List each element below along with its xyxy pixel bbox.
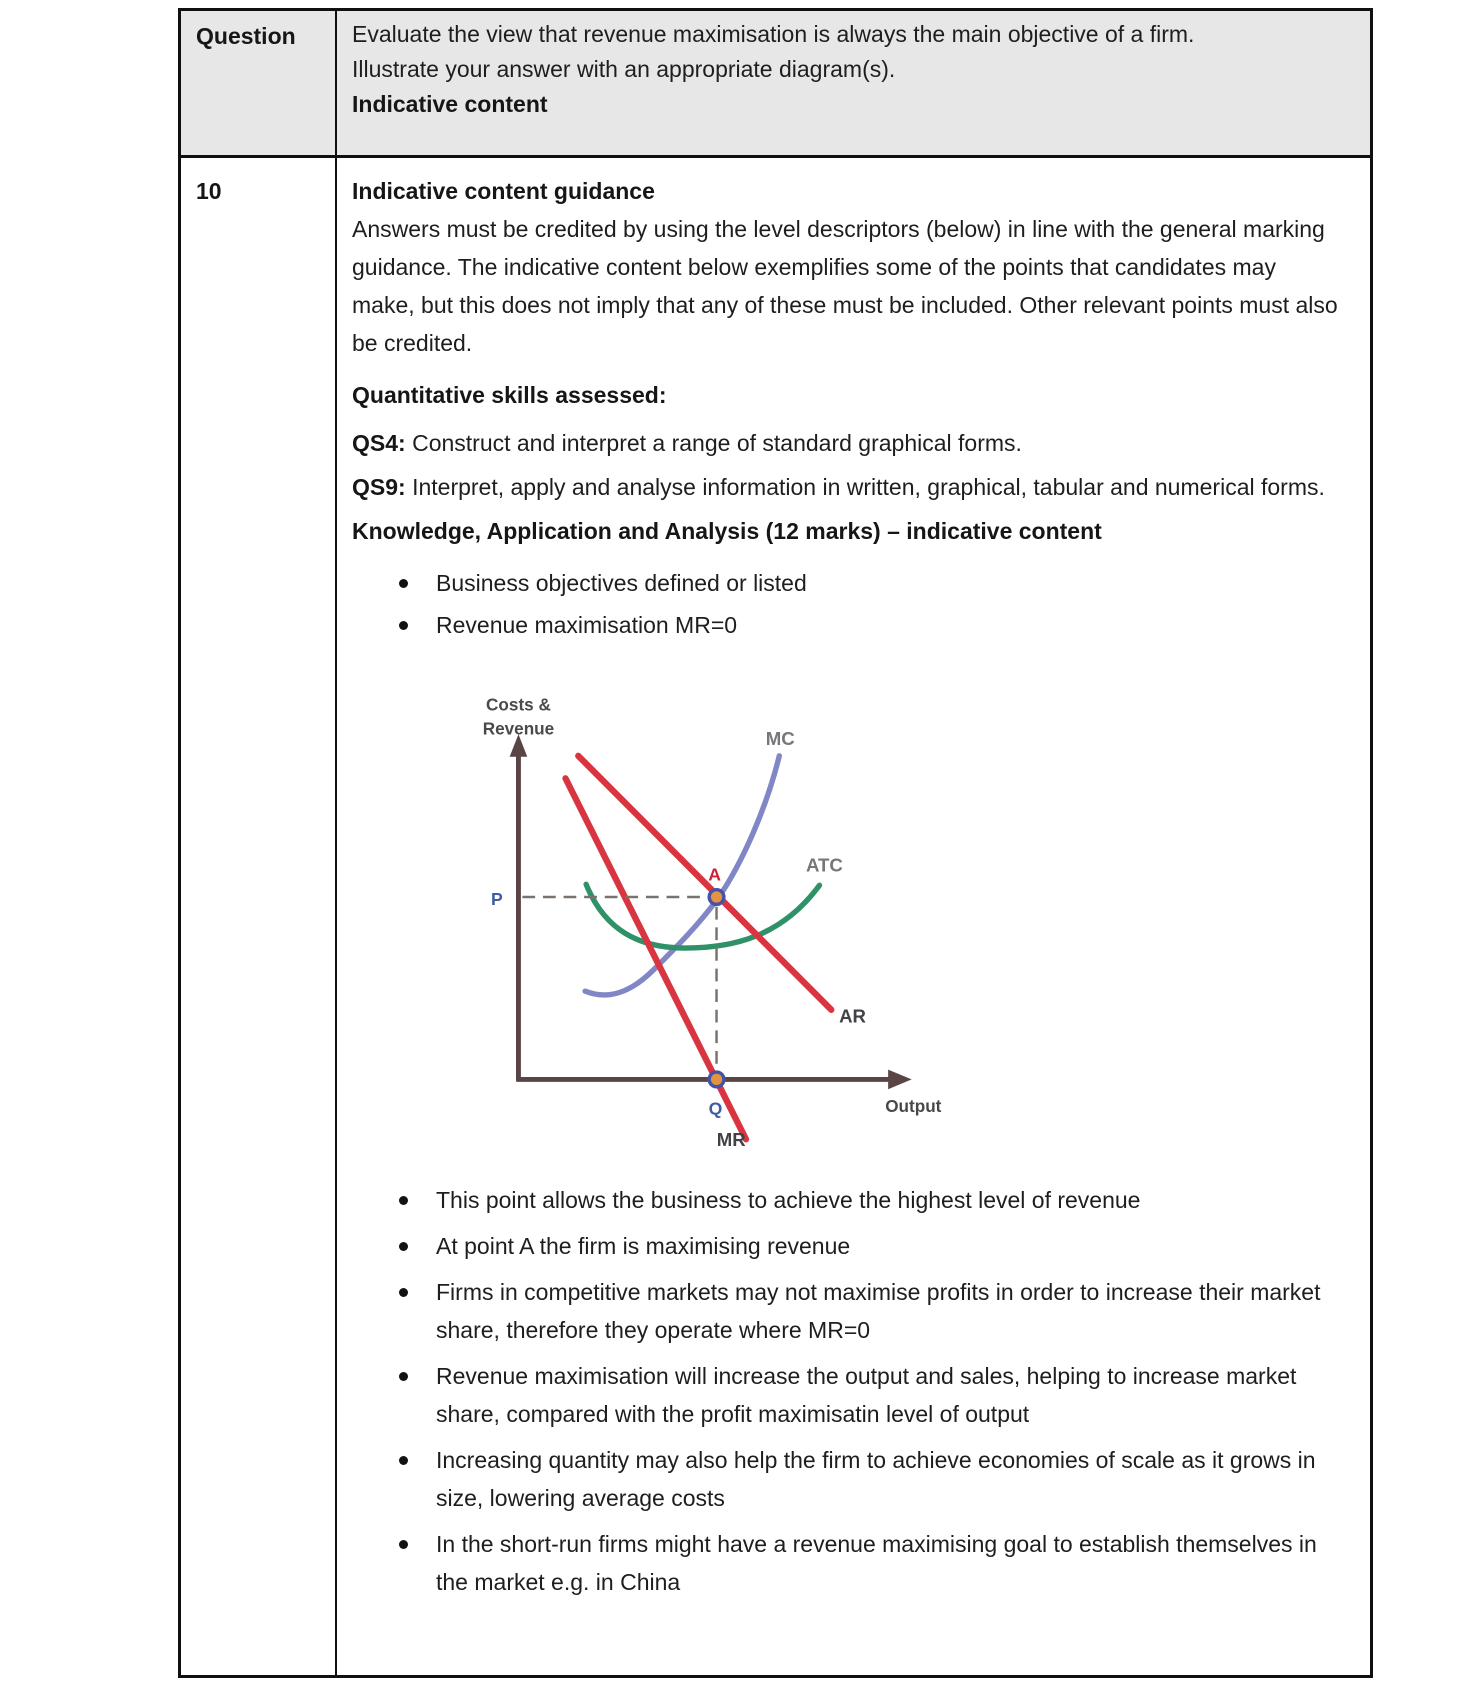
atc-label: ATC	[805, 854, 843, 876]
mc-label: MC	[765, 728, 795, 750]
list-item: This point allows the business to achieve the highest level of revenue	[352, 1181, 1344, 1219]
qs4-line	[352, 424, 1344, 462]
skills-heading: Quantitative skills assessed:	[352, 382, 667, 408]
y-axis-label: Costs &	[486, 694, 551, 715]
y-axis-label: Revenue	[482, 718, 555, 739]
list-item: Firms in competitive markets may not maximise profits in order to increase their market share, therefore they operate where MR=0	[352, 1273, 1344, 1349]
question-instruction: Illustrate your answer with an appropriate diagram(s).	[352, 56, 896, 82]
revenue-maximisation-diagram	[433, 646, 953, 1151]
list-item: At point A the firm is maximising revenue	[352, 1227, 1344, 1265]
price-label: P	[490, 888, 503, 909]
answer-row	[181, 158, 1370, 1675]
x-axis-label: Output	[885, 1095, 942, 1116]
list-item: Revenue maximisation will increase the output and sales, helping to increase market share, compared with the profit maximisatin level of output	[352, 1357, 1344, 1433]
list-item: Business objectives defined or listed	[352, 564, 1344, 602]
guidance-body: Answers must be credited by using the level descriptors (below) in line with the general marking guidance. The indicative content below exemplifies some of the points that candidates may make, but this does not imply that any of these must be included. Other relevant points must also be credited.	[352, 216, 1338, 356]
question-row	[181, 11, 1370, 158]
bullets-before-diagram	[352, 564, 1344, 644]
indicative-content-label: Indicative content	[352, 91, 548, 117]
question-prompt: Evaluate the view that revenue maximisation is always the main objective of a firm.	[352, 21, 1195, 47]
diagram-svg	[433, 646, 953, 1151]
question-row-header: Question	[181, 11, 337, 155]
guidance-heading: Indicative content guidance	[352, 178, 655, 204]
indicative-content-cell	[337, 158, 1370, 1675]
point-q-marker	[709, 1072, 724, 1087]
bullets-after-diagram	[352, 1181, 1344, 1601]
list-item: In the short-run firms might have a revenue maximising goal to establish themselves in the market e.g. in China	[352, 1525, 1344, 1601]
question-number: 10	[181, 158, 337, 1675]
x-axis-arrow	[888, 1070, 912, 1090]
mr-label: MR	[716, 1129, 746, 1151]
quantity-label: Q	[708, 1098, 723, 1119]
qs4-label: QS4:	[352, 430, 406, 456]
qs4-text: Construct and interpret a range of standard graphical forms.	[412, 430, 1022, 456]
mark-scheme-table	[178, 8, 1373, 1678]
point-a-label: A	[708, 864, 721, 885]
question-cell	[337, 11, 1370, 155]
point-a-marker	[709, 890, 724, 905]
list-item: Increasing quantity may also help the firm to achieve economies of scale as it grows in size, lowering average costs	[352, 1441, 1344, 1517]
qs9-line	[352, 468, 1344, 506]
list-item: Revenue maximisation MR=0	[352, 606, 1344, 644]
qs9-label: QS9:	[352, 474, 406, 500]
ar-label: AR	[839, 1005, 867, 1027]
kaa-heading: Knowledge, Application and Analysis (12 marks) – indicative content	[352, 518, 1102, 544]
qs9-text: Interpret, apply and analyse information in written, graphical, tabular and numerical forms.	[412, 474, 1325, 500]
